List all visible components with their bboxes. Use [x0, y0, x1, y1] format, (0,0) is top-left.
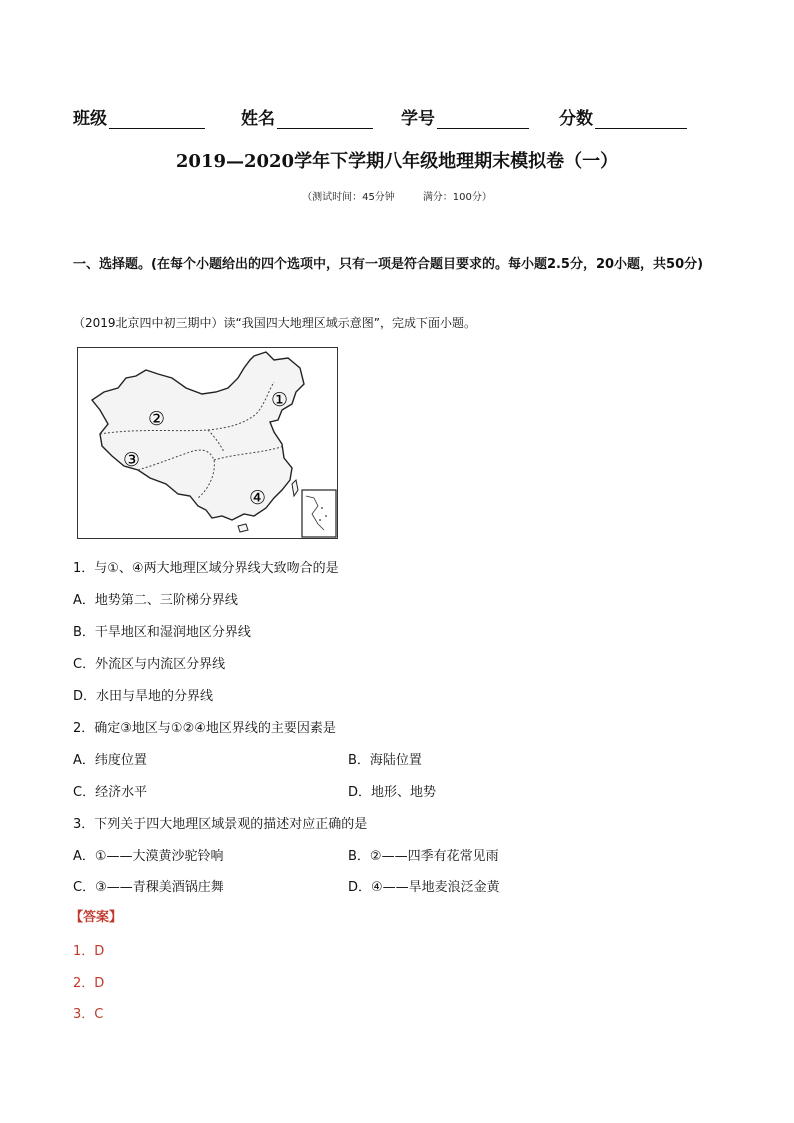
- taiwan-island: [292, 480, 298, 496]
- exam-subtitle: [0, 188, 794, 203]
- question-1-option-c[interactable]: C．外流区与内流区分界线: [73, 657, 226, 672]
- name-field[interactable]: [241, 104, 373, 129]
- question-3-stem: 3．下列关于四大地理区域景观的描述对应正确的是: [73, 817, 368, 832]
- name-label: 姓名: [241, 109, 275, 129]
- question-source: （2019北京四中初三期中）读“我国四大地理区域示意图”，完成下面小题。: [73, 316, 476, 330]
- question-2-stem: 2．确定③地区与①②④地区界线的主要因素是: [73, 721, 336, 736]
- score-label: 分数: [559, 109, 593, 129]
- south-china-sea-inset: [302, 490, 336, 537]
- id-blank[interactable]: [437, 110, 529, 129]
- full-score: 满分：100分）: [422, 192, 492, 203]
- score-field[interactable]: [559, 104, 687, 129]
- page-title: 2019—2020学年下学期八年级地理期末模拟卷（一）: [175, 151, 619, 172]
- china-regions-map: [77, 347, 338, 539]
- question-1-option-d[interactable]: D．水田与旱地的分界线: [73, 689, 214, 704]
- score-blank[interactable]: [595, 110, 687, 129]
- region-label-3: ③: [123, 449, 141, 471]
- question-3-option-b[interactable]: B．②——四季有花常见雨: [348, 849, 499, 864]
- question-1-option-a[interactable]: A．地势第二、三阶梯分界线: [73, 593, 238, 608]
- question-3-option-d[interactable]: D．④——旱地麦浪泛金黄: [348, 880, 500, 895]
- question-2-option-c[interactable]: C．经济水平: [73, 785, 148, 800]
- region-label-1: ①: [271, 389, 289, 411]
- answers-heading: 【答案】: [70, 910, 123, 925]
- region-label-2: ②: [148, 408, 166, 430]
- region-label-4: ④: [249, 487, 267, 509]
- test-time: （测试时间：45分钟: [302, 192, 395, 203]
- class-field[interactable]: [73, 104, 205, 129]
- student-info-row: [73, 104, 713, 132]
- answer-3: 3．C: [73, 1007, 104, 1022]
- question-3-option-c[interactable]: C．③——青稞美酒锅庄舞: [73, 880, 224, 895]
- section-heading: 一、选择题。(在每个小题给出的四个选项中，只有一项是符合题目要求的。每小题2.5分，20小题，共50分): [73, 257, 704, 272]
- id-field[interactable]: [401, 104, 529, 129]
- china-outline: [92, 352, 304, 520]
- name-blank[interactable]: [277, 110, 373, 129]
- question-3-option-a[interactable]: A．①——大漠黄沙驼铃响: [73, 849, 224, 864]
- answer-1: 1．D: [73, 944, 105, 959]
- map-drawing: [78, 348, 337, 538]
- question-1-stem: 1．与①、④两大地理区域分界线大致吻合的是: [73, 561, 339, 576]
- question-1-option-b[interactable]: B．干旱地区和湿润地区分界线: [73, 625, 251, 640]
- question-2-option-d[interactable]: D．地形、地势: [348, 785, 437, 800]
- answer-2: 2．D: [73, 976, 105, 991]
- class-label: 班级: [73, 109, 107, 129]
- question-2-option-a[interactable]: A．纬度位置: [73, 753, 147, 768]
- id-label: 学号: [401, 109, 435, 129]
- question-2-option-b[interactable]: B．海陆位置: [348, 753, 422, 768]
- class-blank[interactable]: [109, 110, 205, 129]
- hainan-island: [238, 524, 248, 532]
